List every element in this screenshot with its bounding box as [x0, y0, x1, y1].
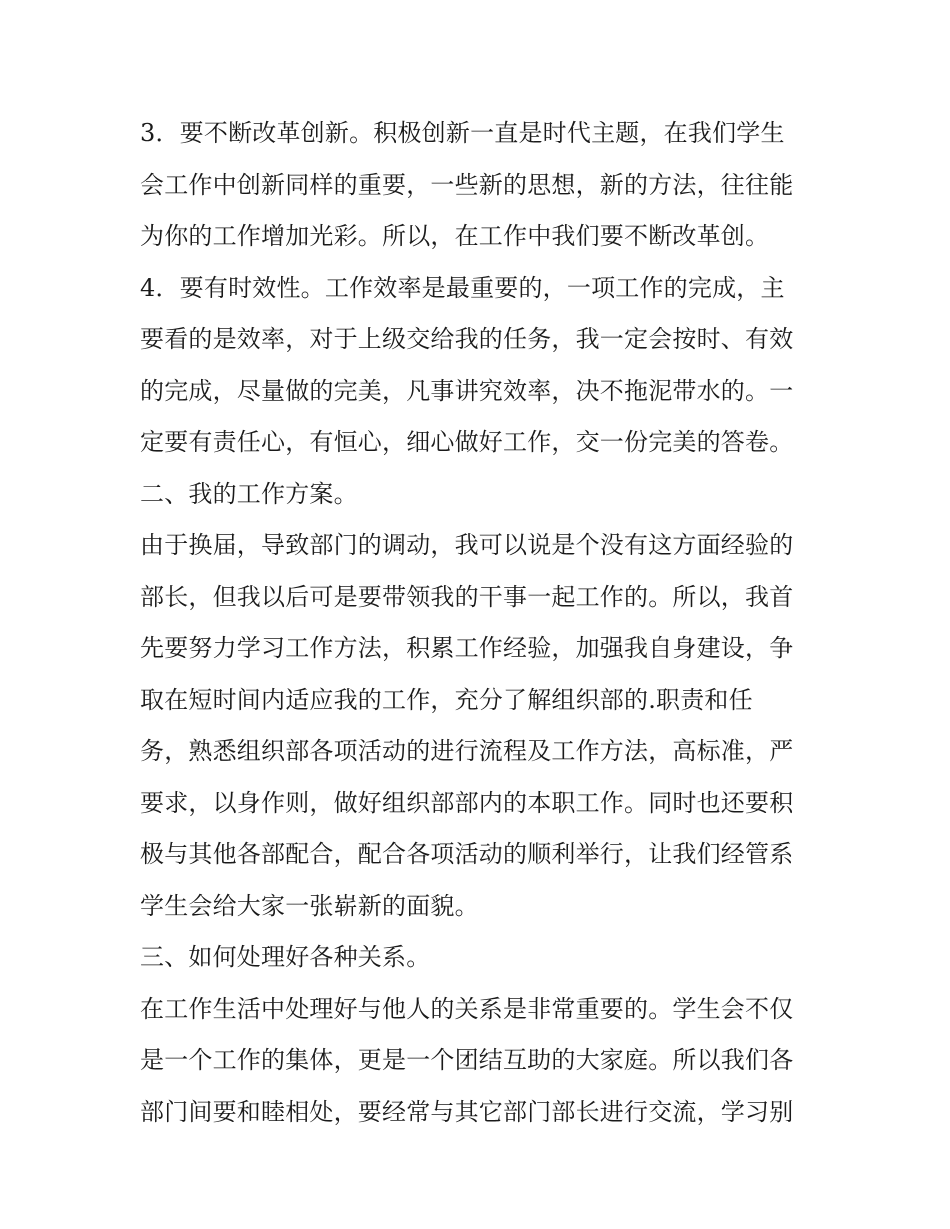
text-line: 部门间要和睦相处，要经常与其它部门部长进行交流，学习别 [140, 1097, 794, 1126]
text-line: 学生会给大家一张崭新的面貌。 [140, 891, 479, 920]
text-line: 先要努力学习工作方法，积累工作经验，加强我自身建设，争 [140, 634, 794, 662]
text-line: 会工作中创新同样的重要，一些新的思想，新的方法，往往能 [140, 170, 794, 199]
text-line: 取在短时间内适应我的工作，充分了解组织部的.职责和任 [140, 685, 753, 714]
section-heading: 二、我的工作方案。 [140, 479, 358, 508]
text-line: 在工作生活中处理好与他人的关系是非常重要的。学生会不仅 [140, 994, 794, 1023]
text-line: 定要有责任心，有恒心，细心做好工作，交一份完美的答卷。 [140, 428, 794, 456]
text-line: 极与其他各部配合，配合各项活动的顺利举行，让我们经管系 [140, 840, 794, 868]
text-line: 为你的工作增加光彩。所以，在工作中我们要不断改革创。 [140, 222, 770, 250]
document-body [140, 108, 830, 1138]
text-line: 务，熟悉组织部各项活动的进行流程及工作方法，高标准，严 [140, 737, 794, 765]
text-line: 由于换届，导致部门的调动，我可以说是个没有这方面经验的 [140, 531, 794, 559]
text-line: 的完成，尽量做的完美，凡事讲究效率，决不拖泥带水的。一 [140, 376, 794, 405]
text-line: 3．要不断改革创新。积极创新一直是时代主题，在我们学生 [140, 119, 785, 147]
text-line: 要看的是效率，对于上级交给我的任务，我一定会按时、有效 [140, 325, 794, 353]
text-line: 是一个工作的集体，更是一个团结互助的大家庭。所以我们各 [140, 1046, 794, 1074]
text-line: 4．要有时效性。工作效率是最重要的，一项工作的完成，主 [140, 273, 785, 302]
section-heading: 三、如何处理好各种关系。 [140, 943, 431, 971]
text-line: 要求，以身作则，做好组织部部内的本职工作。同时也还要积 [140, 788, 794, 817]
text-line: 部长，但我以后可是要带领我的干事一起工作的。所以，我首 [140, 582, 794, 611]
